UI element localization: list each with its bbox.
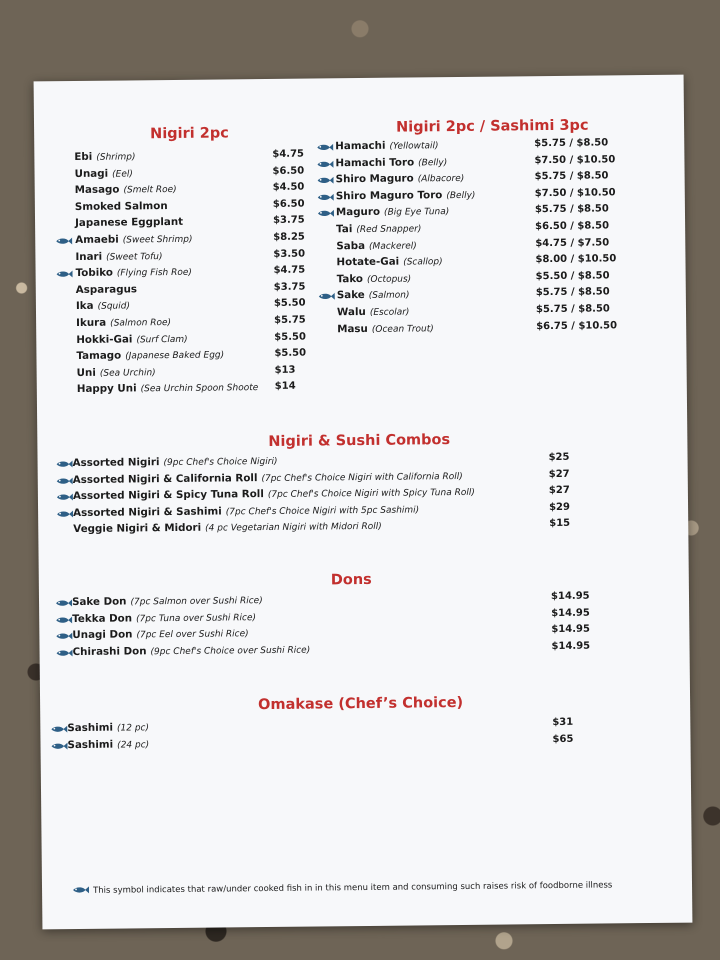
- fish-icon: [55, 616, 72, 624]
- raw-fish-disclaimer: [72, 879, 612, 896]
- item-description: (4 pc Vegetarian Nigiri with Midori Roll): [205, 522, 382, 535]
- fish-icon: [55, 599, 72, 607]
- item-name: Happy Uni: [76, 382, 137, 396]
- item-name: Tekka Don: [72, 612, 133, 625]
- fish-icon: [317, 176, 334, 184]
- item-name: Assorted Nigiri: [72, 456, 160, 470]
- item-name: Assorted Nigiri & California Roll: [72, 471, 258, 486]
- item-name: Saba: [336, 239, 366, 252]
- fish-icon: [56, 493, 73, 501]
- item-description: (Salmon): [368, 290, 410, 302]
- item-price: $27: [548, 485, 570, 497]
- item-name: Hamachi Toro: [335, 156, 415, 169]
- sashimi-list: [316, 137, 618, 339]
- item-description: (Japanese Baked Egg): [125, 350, 225, 362]
- fish-icon: [316, 143, 333, 151]
- item-price: $5.75: [274, 314, 306, 326]
- item-name: Assorted Nigiri & Spicy Tuna Roll: [72, 488, 264, 503]
- item-description: (7pc Chef's Choice Nigiri with Spicy Tuna Roll): [267, 488, 475, 501]
- item-name: Hokki-Gai: [76, 332, 133, 346]
- sashimi-heading: Nigiri 2pc / Sashimi 3pc: [395, 117, 589, 136]
- fish-icon: [56, 477, 73, 485]
- item-name: Uni: [76, 366, 96, 379]
- item-description: (Red Snapper): [356, 224, 422, 236]
- item-name: Hamachi: [335, 139, 386, 153]
- item-name: Unagi: [74, 167, 109, 180]
- item-description: (Sea Urchin Spoon Shoote: [140, 383, 259, 395]
- item-price: $4.75 / $7.50: [535, 236, 610, 249]
- item-price: $13: [274, 364, 296, 376]
- item-price: $8.25: [273, 231, 305, 243]
- item-name: Veggie Nigiri & Midori: [73, 522, 202, 536]
- nigiri-list: [54, 148, 307, 400]
- item-price: $14.95: [551, 607, 590, 619]
- item-name: Chirashi Don: [72, 645, 147, 658]
- item-description: (9pc Chef's Choice over Sushi Rice): [150, 645, 311, 658]
- fish-icon: [317, 210, 334, 218]
- fish-icon: [56, 510, 73, 518]
- item-price: $5.75 / $8.50: [534, 203, 609, 216]
- item-price: $31: [552, 716, 574, 729]
- item-name: Japanese Eggplant: [75, 216, 184, 230]
- item-price: $5.75 / $8.50: [535, 303, 610, 316]
- fish-icon: [55, 237, 72, 245]
- omakase-heading: Omakase (Chef’s Choice): [258, 694, 464, 714]
- item-price: $5.50: [274, 331, 306, 343]
- item-name: Tako: [336, 272, 364, 286]
- dons-list: [55, 590, 591, 662]
- item-description: (Octopus): [366, 274, 412, 285]
- item-name: Sashimi: [67, 738, 114, 751]
- item-price: $5.50 / $8.50: [535, 270, 610, 282]
- item-description: (7pc Salmon over Sushi Rice): [130, 596, 263, 608]
- item-name: Shiro Maguro: [335, 172, 414, 186]
- fish-icon: [55, 632, 72, 640]
- item-name: Shiro Maguro Toro: [335, 188, 443, 203]
- item-description: (Belly): [446, 190, 476, 201]
- item-description: (7pc Chef's Choice Nigiri with California Roll): [261, 471, 463, 484]
- item-description: (Scallop): [403, 257, 443, 268]
- item-name: Masago: [74, 183, 120, 197]
- item-description: (7pc Tuna over Sushi Rice): [135, 612, 257, 624]
- item-price: $5.75 / $8.50: [534, 170, 609, 183]
- item-description: (24 pc): [117, 739, 150, 751]
- item-name: Ebi: [74, 150, 93, 164]
- fish-icon: [50, 725, 67, 733]
- dons-heading: Dons: [330, 571, 372, 589]
- item-price: $15: [549, 518, 571, 530]
- fish-icon: [56, 460, 73, 468]
- item-price: $4.75: [272, 148, 305, 160]
- item-name: Inari: [75, 250, 103, 263]
- item-name: Tai: [336, 223, 353, 236]
- item-name: Asparagus: [75, 283, 138, 296]
- item-price: $3.75: [272, 214, 305, 227]
- item-price: $6.50: [272, 198, 305, 210]
- item-description: (Ocean Trout): [371, 323, 434, 335]
- item-description: (Salmon Roe): [110, 317, 172, 329]
- item-name: Ika: [75, 300, 94, 313]
- item-name: Amaebi: [75, 233, 119, 246]
- item-name: Hotate-Gai: [336, 255, 400, 269]
- item-name: Sake: [336, 289, 365, 302]
- item-price: $14.95: [550, 590, 590, 603]
- item-name: Smoked Salmon: [74, 199, 168, 213]
- item-price: $4.50: [272, 181, 305, 194]
- item-description: (12 pc): [116, 723, 150, 734]
- disclaimer-text: This symbol indicates that raw/under cooked fish in in this menu item and consuming such raises risk of foodborne illness: [93, 880, 613, 896]
- item-description: (9pc Chef's Choice Nigiri): [163, 456, 278, 469]
- item-price: $3.50: [273, 248, 306, 260]
- item-price: $65: [552, 733, 574, 745]
- fish-icon: [50, 742, 67, 750]
- combos-list: [56, 451, 571, 540]
- item-price: $5.50: [274, 347, 307, 360]
- item-price: $6.50: [272, 165, 305, 177]
- combos-heading: Nigiri & Sushi Combos: [268, 432, 451, 450]
- item-price: $4.75: [273, 264, 306, 277]
- fish-icon: [316, 160, 333, 168]
- fish-icon: [56, 270, 73, 278]
- item-description: (Belly): [418, 157, 448, 168]
- item-name: Ikura: [76, 316, 107, 329]
- item-name: Sake Don: [71, 595, 127, 609]
- item-description: (Mackerel): [368, 240, 417, 252]
- item-description: (Sweet Shrimp): [122, 234, 193, 246]
- item-price: $7.50 / $10.50: [534, 153, 616, 166]
- item-price: $25: [548, 451, 570, 464]
- fish-icon: [318, 293, 335, 301]
- nigiri-heading: Nigiri 2pc: [150, 125, 229, 143]
- item-price: $5.75 / $8.50: [535, 286, 610, 299]
- item-name: Walu: [336, 305, 366, 319]
- item-price: $14: [274, 381, 296, 393]
- item-name: Masu: [337, 322, 368, 335]
- item-price: $3.75: [273, 281, 306, 293]
- fish-icon: [56, 649, 73, 657]
- item-price: $14.95: [551, 623, 590, 636]
- item-price: $6.50 / $8.50: [535, 220, 610, 233]
- item-price: $7.50 / $10.50: [534, 187, 616, 199]
- item-description: (Flying Fish Roe): [116, 267, 192, 279]
- item-name: Unagi Don: [72, 628, 133, 642]
- item-description: (Eel): [112, 168, 133, 180]
- item-price: $27: [548, 468, 570, 480]
- item-description: (Big Eye Tuna): [383, 207, 450, 219]
- item-description: (Sweet Tofu): [106, 251, 163, 263]
- menu-page: [34, 75, 693, 930]
- item-description: (Shrimp): [96, 152, 136, 163]
- item-price: $5.50: [273, 297, 306, 310]
- item-description: (7pc Eel over Sushi Rice): [136, 629, 249, 641]
- item-description: (Sea Urchin): [99, 367, 156, 379]
- item-description: (Albacore): [417, 174, 465, 185]
- item-name: Maguro: [335, 206, 381, 219]
- item-name: Tamago: [76, 349, 122, 363]
- item-description: (Surf Clam): [136, 334, 188, 345]
- item-price: $8.00 / $10.50: [535, 253, 617, 266]
- item-price: $29: [549, 501, 570, 513]
- fish-icon: [72, 886, 89, 894]
- item-name: Tobiko: [75, 266, 113, 280]
- item-description: (Escolar): [369, 307, 410, 318]
- item-description: (Smelt Roe): [123, 185, 177, 196]
- item-price: $14.95: [551, 640, 591, 652]
- fish-icon: [317, 193, 334, 201]
- item-name: Sashimi: [67, 721, 114, 735]
- item-price: $6.75 / $10.50: [536, 319, 618, 332]
- item-description: (Yellowtail): [389, 141, 439, 152]
- item-name: Assorted Nigiri & Sashimi: [73, 505, 222, 519]
- item-price: $5.75 / $8.50: [534, 137, 609, 150]
- item-description: (7pc Chef's Choice Nigiri with 5pc Sashimi): [225, 505, 420, 518]
- item-description: (Squid): [97, 301, 131, 313]
